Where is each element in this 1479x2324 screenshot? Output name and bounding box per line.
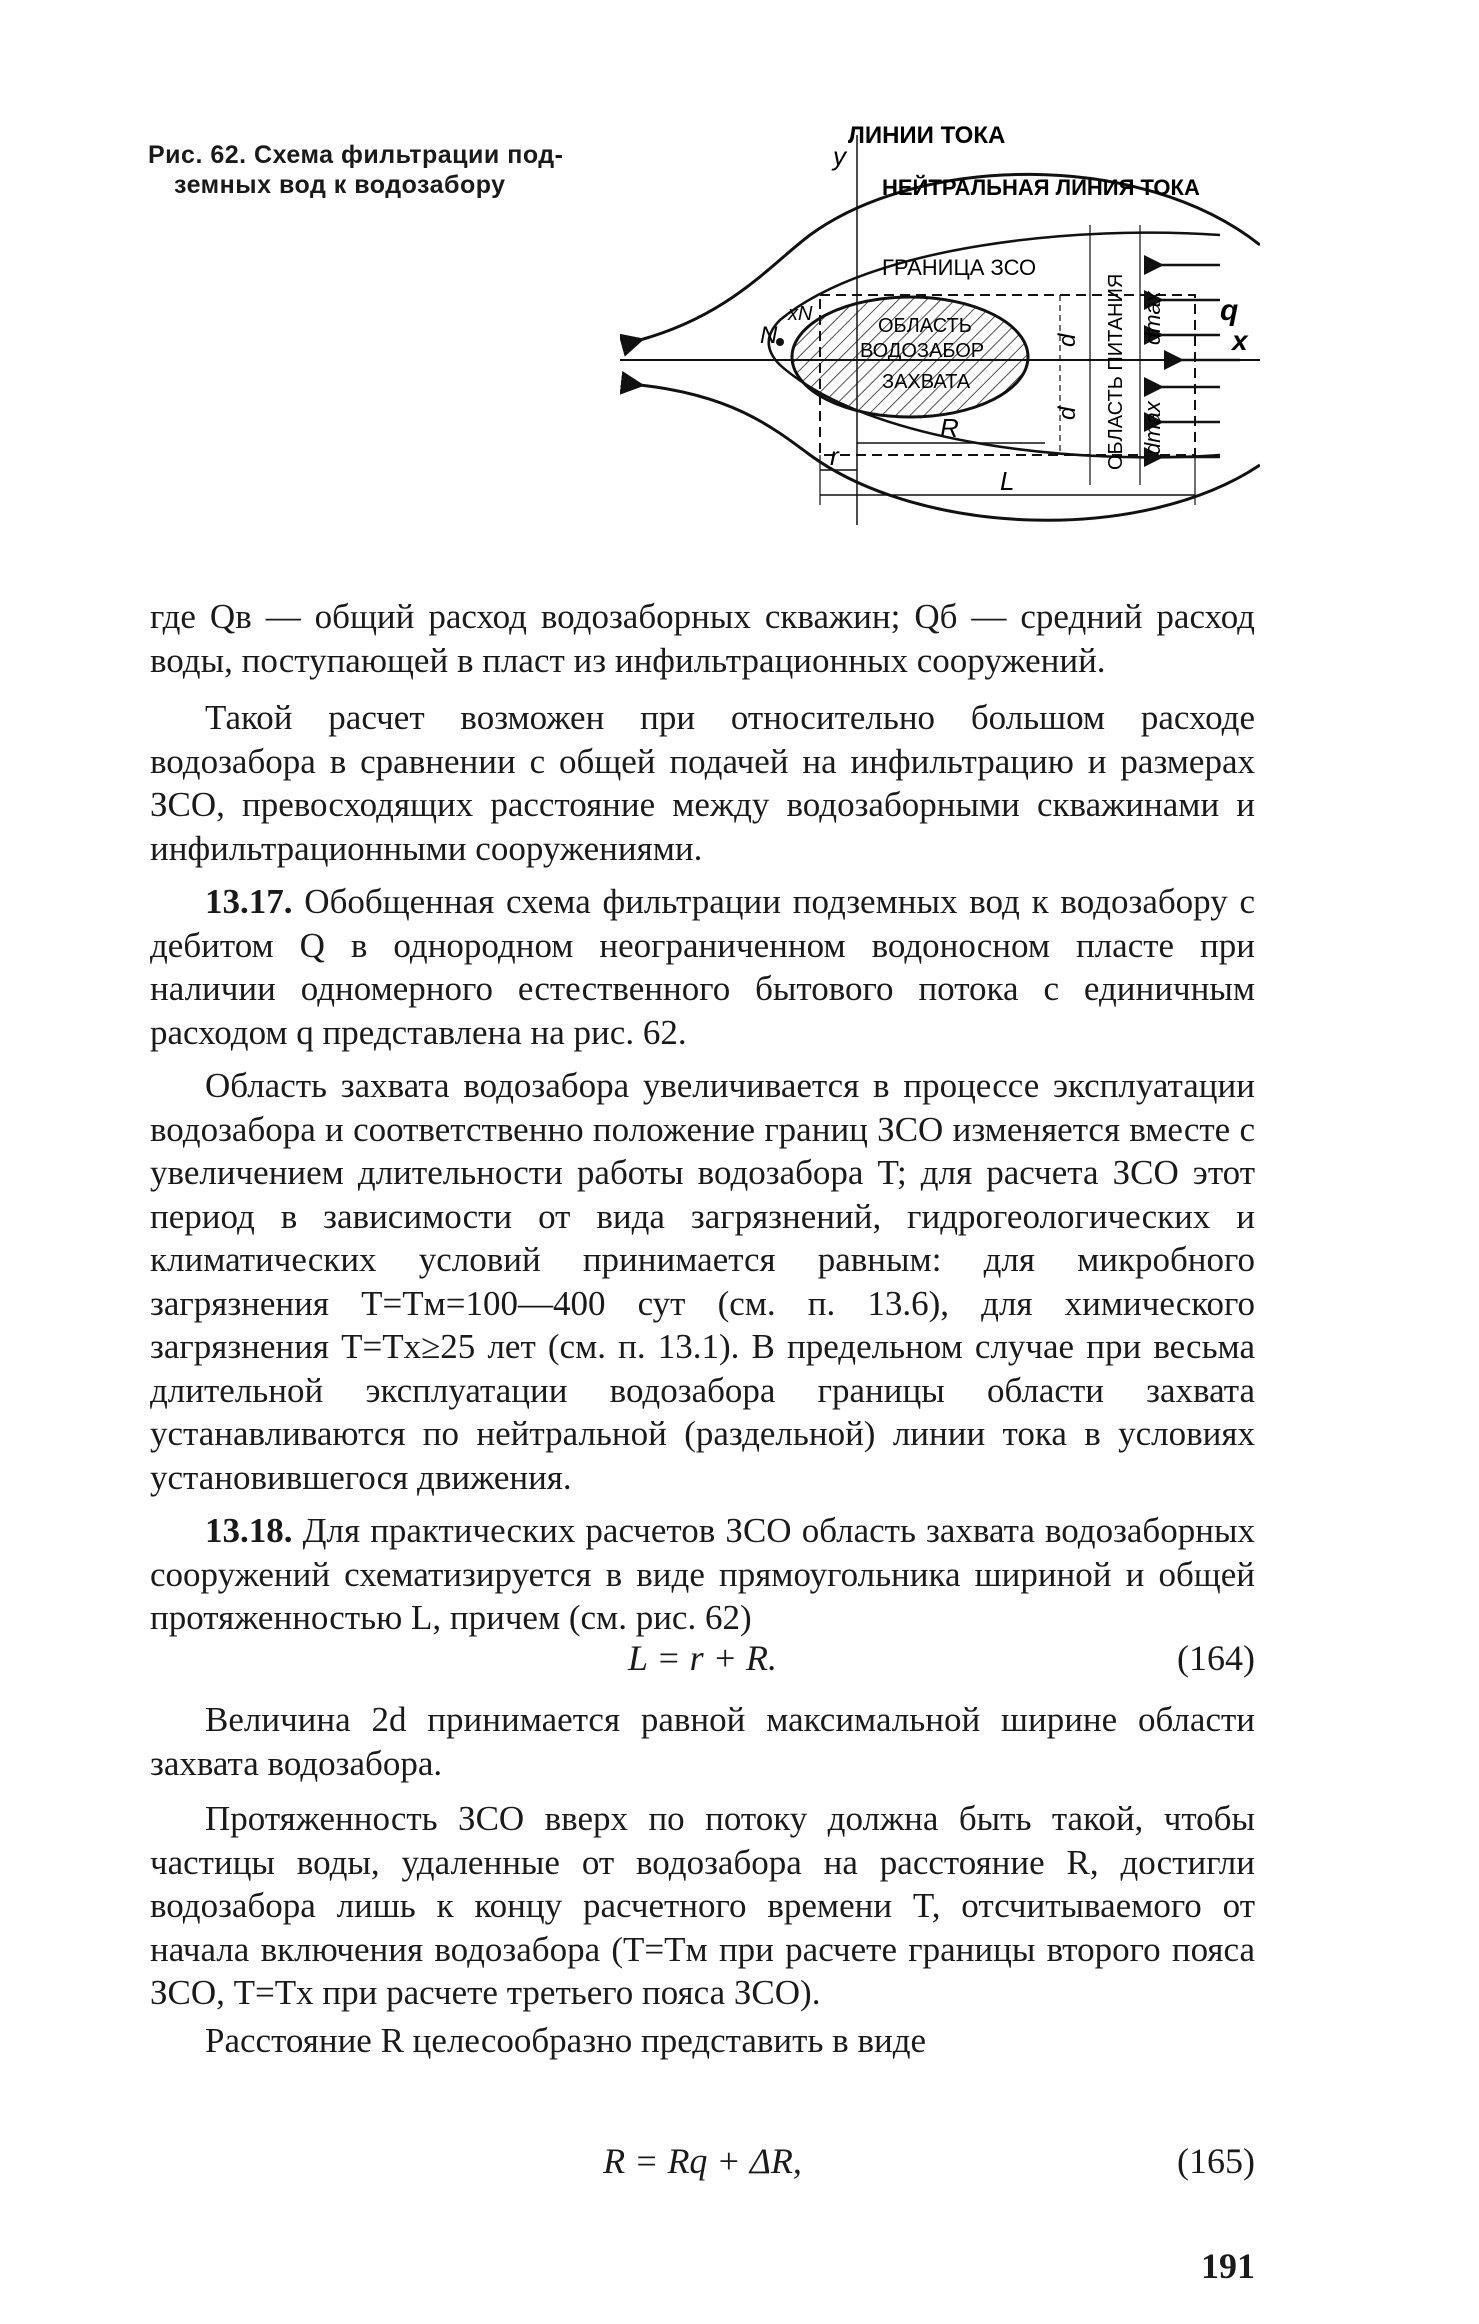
label-zso-boundary: ГРАНИЦА ЗСО [882, 255, 1037, 280]
label-x: x [1232, 325, 1248, 356]
label-dmax-bottom: dmax [1140, 401, 1165, 455]
label-N: N [760, 322, 778, 349]
label-xN: xN [788, 303, 813, 325]
paragraph-2: Такой расчет возможен при относительно большом расходе водозабора в сравнении с общей подачей на инфильтрацию и размерах ЗСО, превосходящих расстояние между водозаборными скважинами и инфильтрационными сооружениями. [150, 698, 1255, 868]
paragraph-1: где Qв — общий расход водозаборных скважин; Qб — средний расход воды, поступающей в пласт из инфильтрационных сооружений. [150, 597, 1255, 680]
page-number: 191 [1201, 2246, 1255, 2286]
formula-164-expression: L = r + R. [628, 1638, 777, 1678]
formula-165-number: (165) [1177, 2141, 1255, 2181]
label-r: r [830, 441, 839, 471]
figure-caption-line-2: земных вод к водозабору [174, 171, 506, 199]
filtration-diagram [620, 125, 1260, 545]
label-current-lines: ЛИНИИ ТОКА [848, 125, 1006, 149]
formula-164-number: (164) [1177, 1638, 1255, 1678]
label-feed-area: ОБЛАСТЬ ПИТАНИЯ [1105, 273, 1127, 470]
formula-164 [150, 1637, 1255, 1681]
label-L: L [1000, 466, 1015, 496]
label-capture-area-3: ЗАХВАТА [882, 371, 971, 393]
section-number-13-17: 13.17. [205, 882, 293, 921]
paragraph-3-text: Обобщенная схема фильтрации подземных вод к водозабору с дебитом Q в однородном неограниченном водоносном пласте при наличии одномерного естественного бытового потока с единичным расходом q представлена на рис. 62. [150, 882, 1256, 1052]
paragraph-6: Величина 2d принимается равной максимальной ширине области захвата водозабора. [150, 1700, 1255, 1783]
paragraph-5 [150, 1509, 1255, 1640]
body-text [150, 595, 1255, 1640]
label-capture-area-1: ОБЛАСТЬ [878, 315, 972, 337]
label-d-top: d [1054, 333, 1081, 347]
paragraph-5-text: Для практических расчетов ЗСО область захвата водозаборных сооружений схематизируется в виде прямоугольника шириной и общей протяженностью L, причем (см. рис. 62) [150, 1511, 1255, 1637]
label-capture-area-2: ВОДОЗАБОР [860, 340, 985, 362]
body-text-2 [150, 1698, 1255, 2062]
label-d-bottom: d [1054, 406, 1081, 420]
section-number-13-18: 13.18. [205, 1511, 293, 1550]
label-q: q [1220, 294, 1239, 327]
label-neutral-line: НЕЙТРАЛЬНАЯ ЛИНИЯ ТОКА [882, 175, 1200, 200]
figure-caption [148, 140, 588, 200]
figure-caption-line-1: Рис. 62. Схема фильтрации под- [148, 141, 564, 169]
formula-165-expression: R = Rq + ΔR, [603, 2141, 802, 2181]
paragraph-8: Расстояние R целесообразно представить в виде [205, 2020, 927, 2060]
paragraph-3 [150, 880, 1255, 1054]
paragraph-7: Протяженность ЗСО вверх по потоку должна быть такой, чтобы частицы воды, удаленные от водозабора на расстояние R, достигли водозабора лишь к концу расчетного времени T, отсчитываемого от начала включения водозабора (T=Tм при расчете границы второго пояса ЗСО, T=Tx при расчете третьего пояса ЗСО). [150, 1799, 1255, 2012]
label-R: R [940, 413, 959, 443]
paragraph-4: Область захвата водозабора увеличивается в процессе эксплуатации водозабора и соответственно положение границ ЗСО изменяется вместе с увеличением длительности работы водозабора T; для расчета ЗСО этот период в зависимости от вида загрязнений, гидрогеологических и климатических условий принимается равным: для микробного загрязнения T=Tм=100—400 сут (см. п. 13.6), для химического загрязнения T=Tx≥25 лет (см. п. 13.1). В предельном случае при весьма длительной эксплуатации водозабора границы области захвата устанавливаются по нейтральной (раздельной) линии тока в условиях установившегося движения. [150, 1066, 1255, 1497]
formula-165 [150, 2140, 1255, 2184]
label-dmax-top: dmax [1140, 291, 1165, 345]
label-y: y [833, 141, 846, 171]
